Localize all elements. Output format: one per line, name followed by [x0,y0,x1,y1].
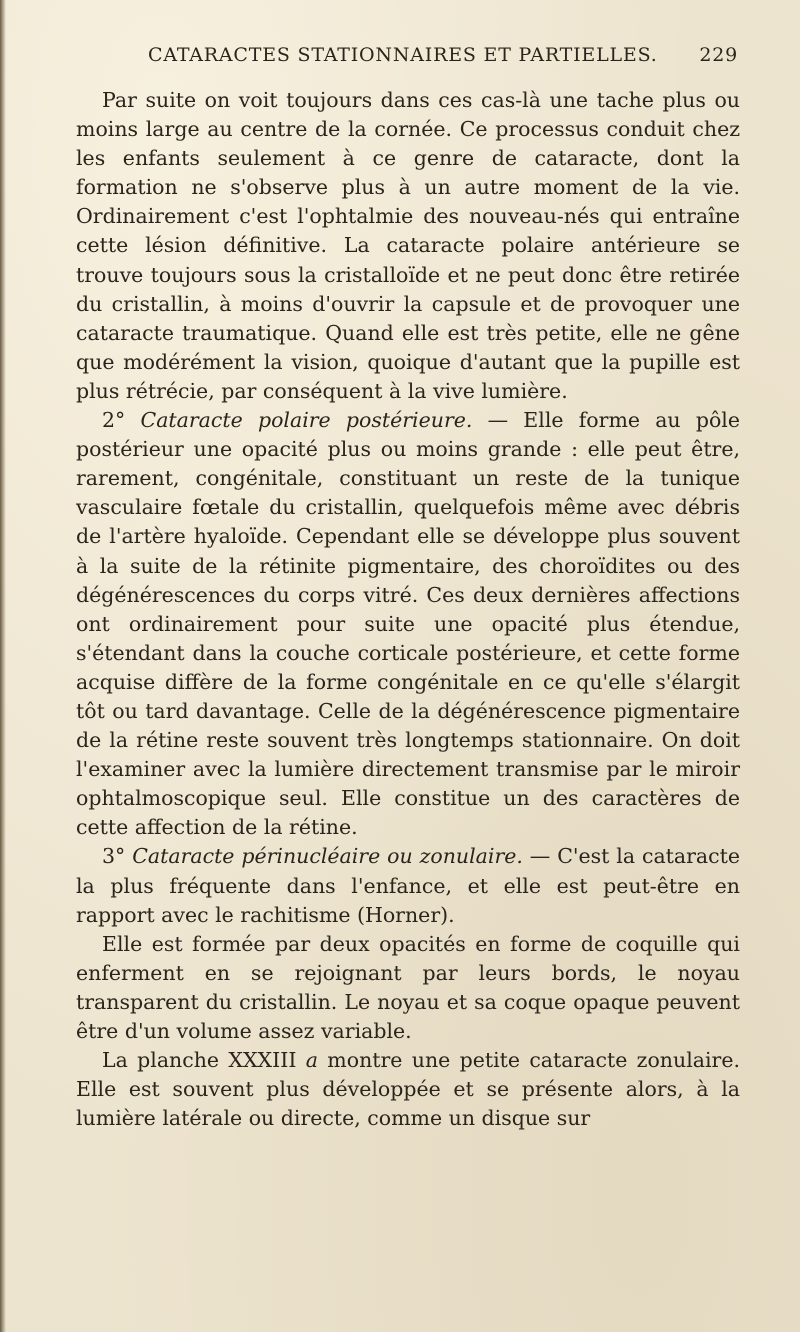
paragraph-5 [76,1046,740,1133]
paragraph-1-text: Par suite on voit toujours dans ces cas-là une tache plus ou moins large au centre de la cornée. Ce processus conduit chez les enfants seulement à ce genre de cataracte, dont la formation ne s'observe plus à un autre moment de la vie. Ordinairement c'est l'ophtalmie des nouveau-nés qui entraîne cette lésion définitive. La cataracte polaire antérieure se trouve toujours sous la cristalloïde et ne peut donc être retirée du cristallin, à moins d'ouvrir la capsule et de provoquer une cataracte traumatique. Quand elle est très petite, elle ne gêne que modérément la vision, quoique d'autant que la pupille est plus rétrécie, par conséquent à la vive lumière. [76,88,740,403]
running-header-title: CATARACTES STATIONNAIRES ET PARTIELLES. [148,44,658,66]
page-number: 229 [699,44,738,66]
paragraph-4 [76,930,740,1046]
paragraph-5-text-before: La planche XXXIII [102,1048,306,1073]
section-heading-perinucleaire: Cataracte périnucléaire ou zonulaire. [132,844,523,869]
paragraph-3-text: — C'est la cataracte la plus fréquente dans l'enfance, et elle est peut-être en rapport avec le rachitisme (Horner). [76,844,741,927]
section-number-2: 2° [102,408,126,433]
body-text [76,86,740,1133]
paragraph-2-text: — Elle forme au pôle postérieur une opacité plus ou moins grande : elle peut être, rarement, congénitale, constituant un reste de la tunique vasculaire fœtale du cristallin, quelquefois même avec débris de l'artère hyaloïde. Cependant elle se développe plus souvent à la suite de la rétinite pigmentaire, des choroïdites ou des dégénérescences du corps vitré. Ces deux dernières affections ont ordinairement pour suite une opacité plus étendue, s'étendant dans la couche corticale postérieure, et cette forme acquise diffère de la forme congénitale en ce qu'elle s'élargit tôt ou tard davantage. Celle de la dégénérescence pigmentaire de la rétine reste souvent très longtemps stationnaire. On doit l'examiner avec la lumière directement transmise par le miroir ophtalmoscopique seul. Elle constitue un des caractères de cette affection de la rétine. [76,408,740,840]
section-heading-polaire-posterieure: Cataracte polaire postérieure. [140,408,473,433]
paragraph-3 [76,842,740,929]
section-number-3: 3° [102,844,126,869]
running-header [148,44,738,74]
paragraph-2 [76,406,740,842]
paragraph-4-text: Elle est formée par deux opacités en forme de coquille qui enferment en se rejoignant par leurs bords, le noyau transparent du cristallin. Le noyau et sa coque opaque peuvent être d'un volume assez variable. [76,931,740,1043]
paragraph-5-text: montre une petite cataracte zonulaire. Elle est souvent plus développée et se présente alors, à la lumière latérale ou directe, comme un disque sur [76,1048,740,1131]
plate-letter: a [305,1048,318,1073]
paragraph-1 [76,86,740,406]
